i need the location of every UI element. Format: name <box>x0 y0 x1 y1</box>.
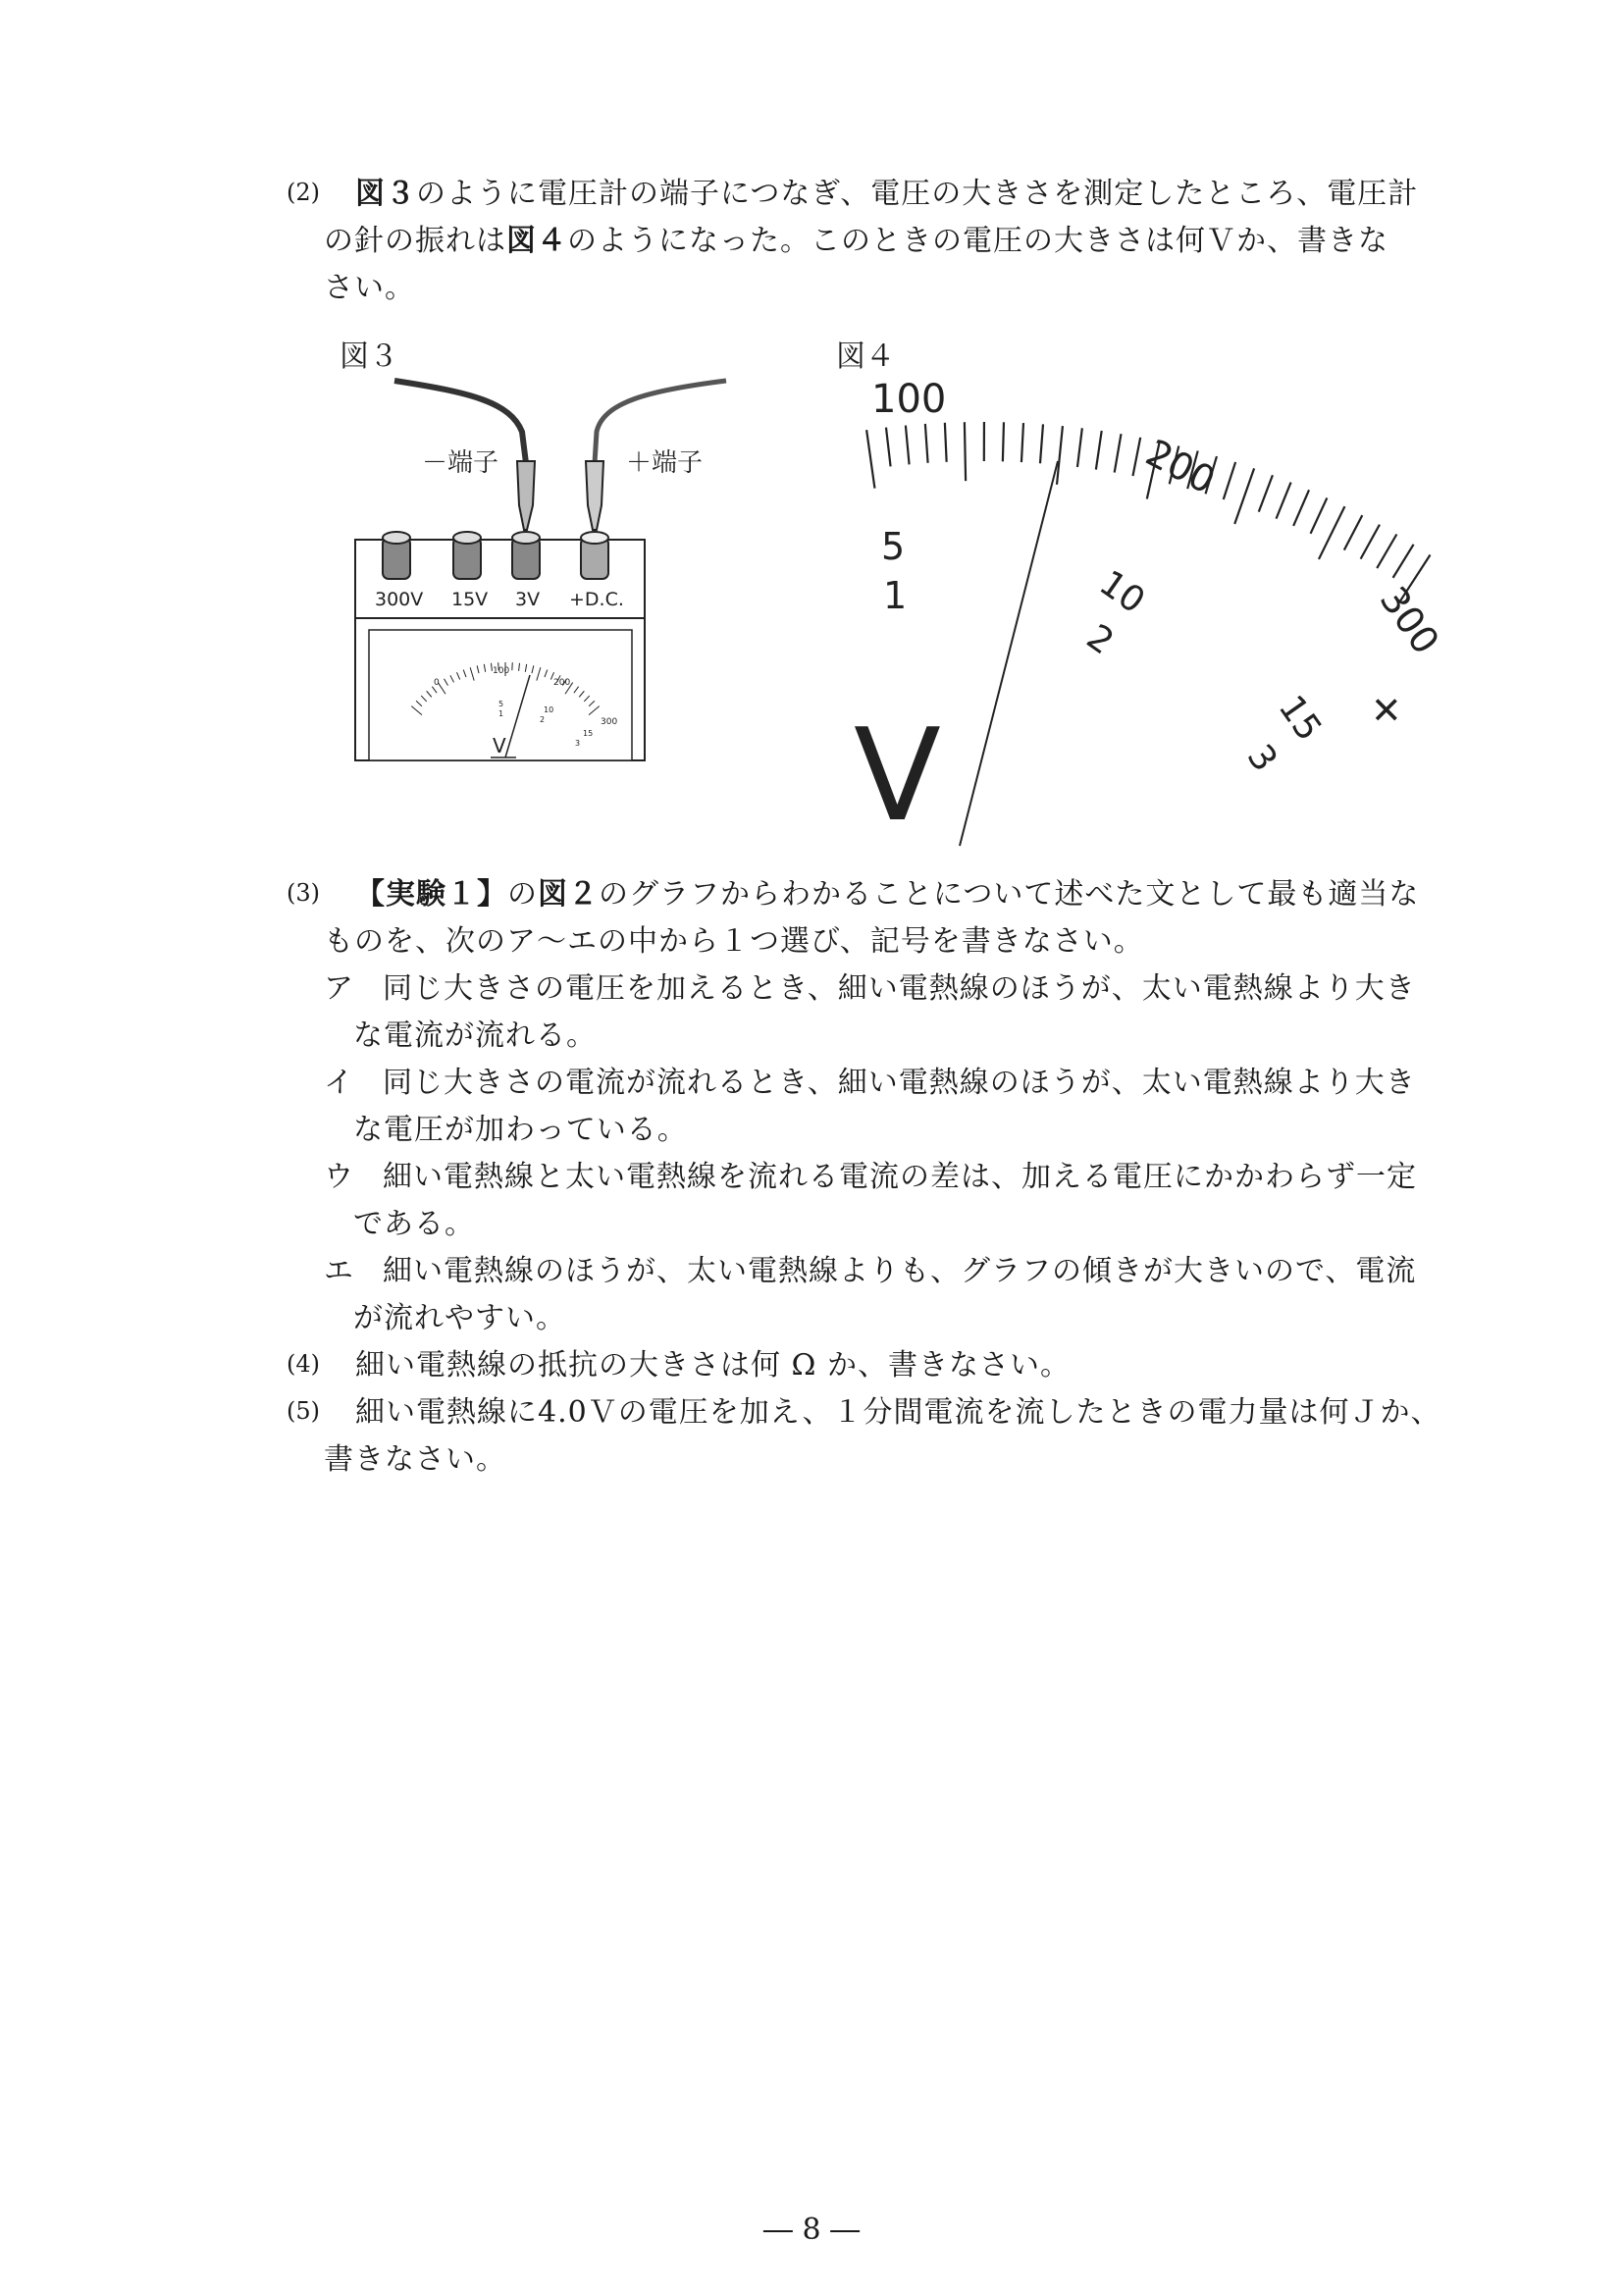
option-text: な電流が流れる。 <box>353 1018 597 1053</box>
question-text-line <box>324 218 1388 265</box>
scale-label-100: 100 <box>871 377 947 422</box>
mini-scale-1: 1 <box>498 709 504 718</box>
question-text-line: さい。 <box>324 271 415 305</box>
option-text: な電圧が加わっている。 <box>353 1113 688 1147</box>
terminal-knob-3v <box>512 532 540 579</box>
option-mark: ウ <box>324 1160 354 1194</box>
minus-terminal-label: －端子 <box>422 448 499 478</box>
option-text: 細い電熱線と太い電熱線を流れる電流の差は、加える電圧にかかわらず一定 <box>383 1160 1417 1194</box>
option-mark: ア <box>324 971 354 1006</box>
question-text-line <box>355 171 1418 218</box>
tick-mark <box>1234 468 1254 524</box>
tick-mark <box>1057 426 1063 485</box>
question-text-line: 細い電熱線に4.0Ｖの電圧を加え、１分間電流を流したときの電力量は何Ｊか、 <box>355 1395 1441 1430</box>
option-mark: エ <box>324 1254 354 1288</box>
question-text: の針の振れは <box>324 224 506 258</box>
plus-terminal-label: ＋端子 <box>626 448 704 478</box>
scale-label-5: 5 <box>881 525 906 568</box>
mini-unit-label: V <box>493 734 506 757</box>
needle <box>960 461 1058 846</box>
option-text: が流れやすい。 <box>353 1301 566 1335</box>
question-text: の <box>507 877 538 912</box>
mini-scale-0: 0 <box>434 678 440 688</box>
experiment-tag: 【実験１】 <box>355 877 507 912</box>
scale-label-3: 3 <box>1238 737 1285 779</box>
figure-4-scale <box>834 363 1448 854</box>
question-number: (4) <box>287 1350 320 1378</box>
figure-3-voltmeter <box>343 373 704 765</box>
terminal-knob-300v <box>383 532 410 579</box>
option-text: 同じ大きさの電流が流れるとき、細い電熱線のほうが、太い電熱線より大き <box>383 1066 1416 1100</box>
mini-scale-15: 15 <box>583 729 594 738</box>
tick-mark <box>1277 483 1291 519</box>
tick-mark <box>1377 535 1396 569</box>
tick-mark <box>906 426 910 465</box>
tick-mark <box>1077 428 1082 467</box>
question-number: (3) <box>287 879 320 907</box>
mini-scale-300: 300 <box>601 717 618 727</box>
mini-scale-200: 200 <box>553 678 571 688</box>
tick-mark <box>1003 422 1004 461</box>
figure-reference: 図４ <box>506 224 567 258</box>
tick-mark <box>925 424 928 463</box>
figure-4-label: 図４ <box>836 339 895 374</box>
question-text: のようになった。このときの電圧の大きさは何Ｖか、書きな <box>567 224 1388 258</box>
option-text: 同じ大きさの電圧を加えるとき、細い電熱線のほうが、太い電熱線より大き <box>383 971 1416 1006</box>
mini-scale-5: 5 <box>498 700 504 708</box>
tick-mark <box>965 422 966 481</box>
tick-mark <box>1319 506 1344 559</box>
question-number: (5) <box>287 1397 320 1425</box>
mini-scale-100: 100 <box>493 666 510 676</box>
scale-label-15: 15 <box>1270 688 1330 749</box>
question-text: のように電圧計の端子につなぎ、電圧の大きさを測定したところ、電圧計 <box>416 177 1419 211</box>
terminal-label-3v: 3V <box>515 589 541 610</box>
scale-label-1: 1 <box>883 574 908 617</box>
terminal-label-300v: 300V <box>375 589 424 610</box>
option-text: である。 <box>353 1207 475 1241</box>
tick-mark <box>945 423 947 462</box>
tick-mark <box>1132 438 1140 476</box>
tick-mark <box>1021 423 1023 462</box>
tick-mark <box>1344 515 1362 549</box>
tick-mark <box>1115 434 1122 472</box>
question-text-line: 細い電熱線の抵抗の大きさは何 Ω か、書きなさい。 <box>355 1348 1071 1383</box>
question-text-line <box>355 871 1419 918</box>
tick-mark <box>1293 490 1309 526</box>
tick-mark <box>1224 462 1235 499</box>
scale-label-2: 2 <box>1078 616 1122 663</box>
tick-mark <box>1040 424 1043 463</box>
question-text-line: 書きなさい。 <box>324 1442 506 1477</box>
scale-ticks <box>866 422 1430 604</box>
terminal-label-dc: +D.C. <box>569 589 624 610</box>
mini-scale-2: 2 <box>540 715 546 724</box>
option-text: 細い電熱線のほうが、太い電熱線よりも、グラフの傾きが大きいので、電流 <box>383 1254 1417 1288</box>
tick-mark <box>1393 545 1414 578</box>
tick-mark <box>866 430 874 488</box>
plus-mark: + <box>1356 678 1418 740</box>
terminal-knob-15v <box>453 532 481 579</box>
mini-scale-10: 10 <box>544 705 554 714</box>
terminal-label-15v: 15V <box>451 589 489 610</box>
scale-label-300: 300 <box>1371 578 1448 662</box>
figure-reference: 図２ <box>538 877 599 912</box>
terminal-knob-dc <box>581 532 608 579</box>
tick-mark <box>1361 525 1380 559</box>
figure-reference: 図３ <box>355 177 416 211</box>
unit-label-v: V <box>854 701 941 850</box>
scale-label-200: 200 <box>1138 431 1223 502</box>
figure-3-label: 図３ <box>340 339 398 374</box>
scale-label-10: 10 <box>1091 562 1152 622</box>
question-number: (2) <box>287 179 320 206</box>
tick-mark <box>1096 431 1102 470</box>
tick-mark <box>886 428 891 467</box>
question-text: のグラフからわかることについて述べた文として最も適当な <box>599 877 1420 912</box>
page-number: ― 8 ― <box>762 2213 861 2247</box>
tick-mark <box>1311 497 1328 533</box>
option-mark: イ <box>324 1066 354 1100</box>
tick-mark <box>1259 475 1273 511</box>
question-text-line: ものを、次のア～エの中から１つ選び、記号を書きなさい。 <box>324 924 1144 959</box>
mini-scale-3: 3 <box>575 739 581 748</box>
